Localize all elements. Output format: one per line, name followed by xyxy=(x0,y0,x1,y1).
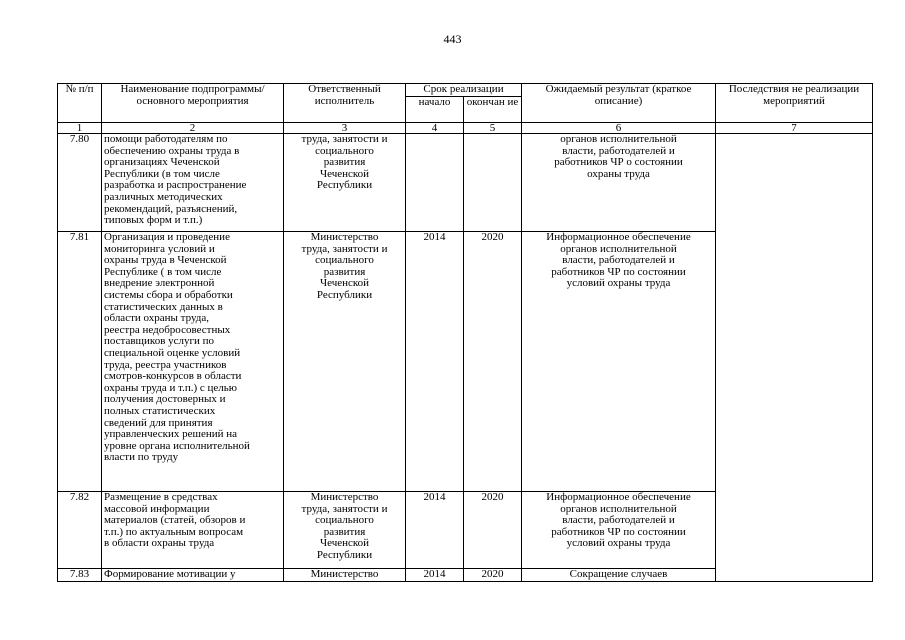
row-name: помощи работодателям по обеспечению охраны труда в организациях Чеченской Республики (в том числе разработка и распространение различных методических рекомендаций, разъяснений, типовых форм и т.п.) xyxy=(102,134,284,232)
row-num: 7.80 xyxy=(58,134,102,232)
header-end: окончан ие xyxy=(464,97,522,123)
row-result: Сокращение случаев xyxy=(522,569,716,582)
header-start: начало xyxy=(406,97,464,123)
row-name: Организация и проведение мониторинга условий и охраны труда в Чеченской Республике ( в том числе внедрение электронной системы сбора и обработки статистических данных в области охраны труда, реестра недобросовестных поставщиков услуги по специальной оценке условий труда, реестра участников смотров-конкурсов в области охраны труда и т.п.) с целью получения достоверных и полных статистических сведений для принятия управленческих решений на уровне органа исполнительной власти по труду xyxy=(102,232,284,492)
column-number: 3 xyxy=(284,123,406,134)
column-number: 2 xyxy=(102,123,284,134)
column-number: 5 xyxy=(464,123,522,134)
column-numbers-row xyxy=(58,123,873,134)
row-executor: Министерство труда, занятости и социального развития Чеченской Республики xyxy=(284,232,406,492)
column-number: 7 xyxy=(716,123,873,134)
row-executor: Министерство xyxy=(284,569,406,582)
column-number: 4 xyxy=(406,123,464,134)
row-name: Формирование мотивации у xyxy=(102,569,284,582)
row-end: 2020 xyxy=(464,232,522,492)
row-start: 2014 xyxy=(406,569,464,582)
row-end: 2020 xyxy=(464,569,522,582)
column-number: 1 xyxy=(58,123,102,134)
row-result: Информационное обеспечение органов исполнительной власти, работодателей и работников ЧР по состоянии условий охраны труда xyxy=(522,232,716,492)
header-consequences: Последствия не реализации мероприятий xyxy=(716,84,873,123)
row-end: 2020 xyxy=(464,492,522,569)
header-result: Ожидаемый результат (краткое описание) xyxy=(522,84,716,123)
row-start: 2014 xyxy=(406,232,464,492)
header-period: Срок реализации xyxy=(406,84,522,97)
measures-table xyxy=(57,83,873,582)
header-num: № п/п xyxy=(58,84,102,123)
row-end xyxy=(464,134,522,232)
row-name: Размещение в средствах массовой информации материалов (статей, обзоров и т.п.) по актуальным вопросам в области охраны труда xyxy=(102,492,284,569)
row-executor: труда, занятости и социального развития Чеченской Республики xyxy=(284,134,406,232)
page-number: 443 xyxy=(443,32,462,46)
row-num: 7.81 xyxy=(58,232,102,492)
header-executor: Ответственный исполнитель xyxy=(284,84,406,123)
row-start: 2014 xyxy=(406,492,464,569)
row-start xyxy=(406,134,464,232)
row-num: 7.83 xyxy=(58,569,102,582)
row-result: Информационное обеспечение органов исполнительной власти, работодателей и работников ЧР по состоянии условий охраны труда xyxy=(522,492,716,569)
header-name: Наименование подпрограммы/ основного мероприятия xyxy=(102,84,284,123)
row-executor: Министерство труда, занятости и социального развития Чеченской Республики xyxy=(284,492,406,569)
row-num: 7.82 xyxy=(58,492,102,569)
row-result: органов исполнительной власти, работодателей и работников ЧР о состоянии охраны труда xyxy=(522,134,716,232)
table-row xyxy=(58,134,873,232)
column-number: 6 xyxy=(522,123,716,134)
consequences-cell xyxy=(716,134,873,582)
